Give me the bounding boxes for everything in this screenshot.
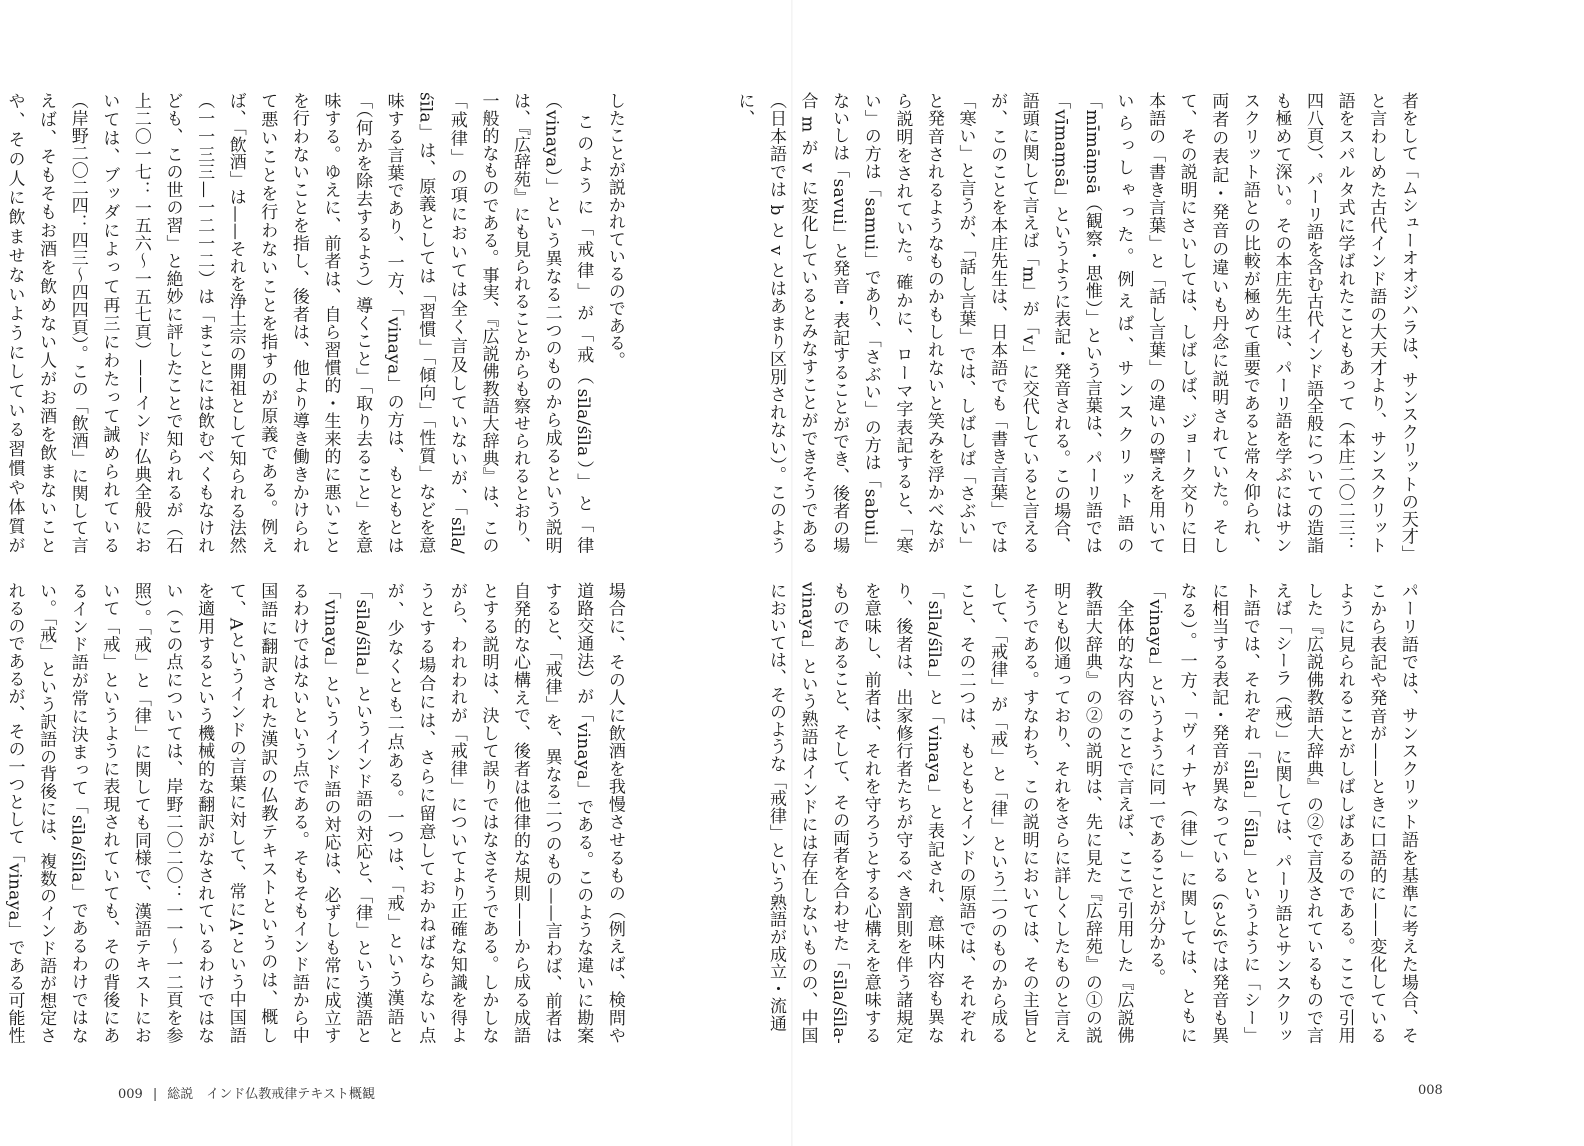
page-number-left: 009	[118, 1087, 143, 1102]
right-page-lower-column	[765, 582, 1486, 1044]
right-page-lower-text: パーリ語では、サンスクリット語を基準に考えた場合、そこから表記や発音が——ときに口語的に——変化しているように見られることがしばしばあるのである。ここで引用した『広説佛教語大辞典』の②で言及されているもので言えば「シーラ（戒）」に関しては、パーリ語とサンスクリット語では、それぞれ「sīla」「śīla」というように「シー」に相当する表記・発音が異なっている（sとśでは発音も異なる）。一方、「ヴィナヤ（律）」に関しては、ともに「vinaya」というように同一であることが分かる。 全体的な内容のことで言えば、ここで引用した『広説佛教語大辞典』の②の説明は、先に見た『広辞苑』の①の説明とも似通っており、それをさらに詳しくしたものと言えそうである。すなわち、この説明においては、その主旨として、「戒律」が「戒」と「律」という二つのものから成ること、その二つは、もともとインドの原語では、それぞれ「sīla/śīla」と「vinaya」と表記され、意味内容も異なり、後者は、出家修行者たちが守るべき罰則を伴う諸規定を意味し、前者は、それを守ろうとする心構えを意味するものであること、そして、その両者を合わせた「sīla/śīla-vinaya」という熟語はインドには存在しないものの、中国においては、そのような「戒律」という熟語が成立・流通	[765, 582, 1418, 1044]
right-page-footer	[1418, 1083, 1443, 1098]
left-page-lower-text: 場合に、その人に飲酒を我慢させるもの（例えば、検問や道路交通法）が「vinaya」である。このような違いに勘案すると、「戒律」を、異なる二つのもの——言わば、前者は自発的な心構えで、後者は他律的な規則——から成る成語とする説明は、決して誤りではなさそうである。しかしながら、われわれが「戒律」についてより正確な知識を得ようとする場合には、さらに留意しておかねばならない点が、少なくとも二点ある。一つは、「戒」という漢語と「sīla/śīla」というインド語の対応と、「律」という漢語と「vinaya」というインド語の対応は、必ずしも常に成立するわけではないという点である。そもそもインド語から中国語に翻訳された漢訳の仏教テキストというのは、概して、Aというインドの言葉に対して、常にA'という中国語を適用するという機械的な翻訳がなされているわけではない（この点については、岸野二〇二〇：一一〜一二頁を参照）。「戒」と「律」に関しても同様で、漢語テキストにおいて「戒」というように表現されていても、その背後にあるインド語が常に決まって「sīla/śīla」であるわけではない。「戒」という訳語の背後には、複数のインド語が想定されるのであるが、その一つとして「vinaya」である可能性	[4, 582, 625, 1044]
right-page-upper-column	[734, 92, 1486, 554]
running-head: 総説 インド仏教戒律テキスト概観	[167, 1087, 375, 1102]
left-page-upper-text: したことが説かれているのである。 このように「戒律」が「戒（sīla/śīla）」と「律（vinaya）」という異なる二つのものから成るという説明は、『広辞苑』にも見られることからも察せられるとおり、一般的なものである。事実、『広説佛教語大辞典』は、この「戒律」の項においては全く言及していないが、「sīla/śīla」は、原義としては「習慣」「傾向」「性質」などを意味する言葉であり、一方、「vinaya」の方は、もともとは「（何かを除去するよう）導くこと」「取り去ること」を意味する。ゆえに、前者は、自ら習慣的・生来的に悪いことを行わないことを指し、後者は、他より導き働きかけられて悪いことを行わないことを指すのが原義である。例えば、「飲酒」は——それを浄土宗の開祖として知られる法然（一一三三—一二一二）は「まことには飲むべくもなけれども、この世の習」と絶妙に評したことで知られるが（石上二〇一七：一五六〜一五七頁）——インド仏典全般においては、ブッダによって再三にわたって誡められている（岸野二〇二四：四三〜四四頁）。この「飲酒」に関して言えば、そもそもお酒を飲めない人がお酒を飲まないことや、その人に飲ませないようにしている習慣や体質が	[4, 92, 625, 554]
left-page-upper-column	[4, 92, 693, 554]
page-number-right: 008	[1418, 1083, 1443, 1098]
left-page-footer	[118, 1083, 375, 1102]
left-page-lower-column	[4, 582, 693, 1044]
right-page-upper-text: 者をして「ムシューオオジハラは、サンスクリットの天才」と言わしめた古代インド語の大天才より、サンスクリット語をスパルタ式に学ばれたこともあって（本庄二〇二三：四八頁）、パーリ語を含む古代インド語全般についての造詣も極めて深い。その本庄先生は、パーリ語を学ぶにはサンスクリット語との比較が極めて重要であると常々仰られ、両者の表記・発音の違いも丹念に説明されていた。そして、その説明にさいしては、しばしば、ジョーク交りに日本語の「書き言葉」と「話し言葉」の違いの譬えを用いていらっしゃった。例えば、サンスクリット語の「mīmāṃsā（観察・思惟）」という言葉は、パーリ語では「vīmaṃsā」というように表記・発音される。この場合、語頭に関して言えば「m」が「v」に交代していると言えるが、このことを本庄先生は、日本語でも「書き言葉」では「寒い」と言うが、「話し言葉」では、しばしば「さぶい」と発音されるようなものかもしれないと笑みを浮かべながら説明をされていた。確かに、ローマ字表記すると、「寒い」の方は「samui」であり、「さぶい」の方は「sabui」ないしは「savui」と発音・表記することができ、後者の場合 m が v に変化しているとみなすことができそうである（日本語では b と v とはあまり区別されない）。このように、	[734, 92, 1418, 554]
footer-separator: |	[152, 1087, 158, 1102]
